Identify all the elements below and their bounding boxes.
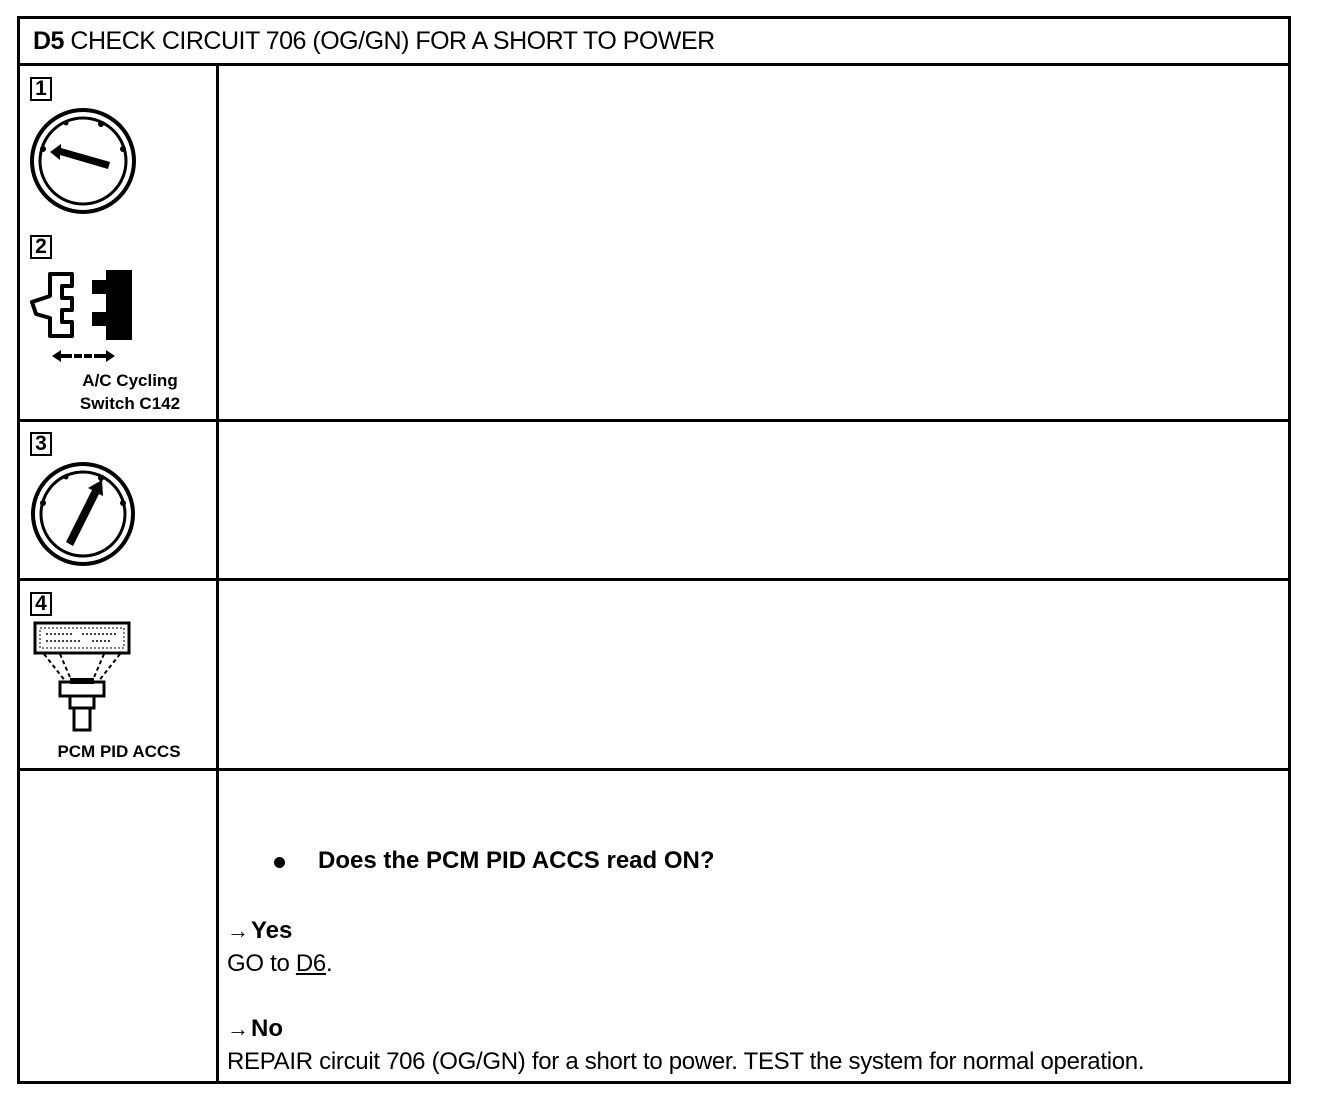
row-divider (20, 419, 1288, 422)
scan-tool-icon (32, 620, 132, 732)
step-3-number: 3 (30, 432, 52, 456)
step-2-caption (60, 369, 200, 415)
step-2-number: 2 (30, 235, 52, 259)
disconnect-connector-icon (28, 266, 138, 366)
step-4-caption: PCM PID ACCS (57, 742, 181, 761)
caption-line-1: A/C Cycling (82, 371, 178, 390)
title-text: CHECK CIRCUIT 706 (OG/GN) FOR A SHORT TO POWER (70, 27, 715, 55)
goto-d6-link[interactable]: D6 (295, 950, 326, 977)
step-1-number: 1 (30, 77, 52, 101)
column-divider (216, 65, 219, 1084)
arrow-right-icon: → (227, 1016, 249, 1041)
arrow-right-icon: → (227, 918, 249, 943)
question-text: Does the PCM PID ACCS read ON? (318, 847, 715, 874)
yes-prefix: GO to (227, 950, 296, 977)
ignition-key-on-icon (28, 460, 138, 568)
procedure-table (17, 16, 1291, 1084)
yes-text: Yes (251, 917, 293, 944)
row-divider (20, 578, 1288, 581)
ignition-key-off-icon (28, 106, 138, 216)
answer-no-label (227, 1015, 283, 1043)
row-divider (20, 63, 1288, 66)
answer-yes-text (227, 950, 332, 978)
step-id: D5 (33, 27, 64, 55)
header-title (33, 27, 715, 56)
caption-line-2: Switch C142 (79, 394, 181, 413)
question-bullet (274, 857, 285, 868)
row-divider (20, 768, 1288, 771)
no-text: No (251, 1015, 283, 1042)
yes-suffix: . (325, 950, 333, 977)
answer-no-text: REPAIR circuit 706 (OG/GN) for a short to power. TEST the system for normal operation. (227, 1048, 1145, 1075)
answer-yes-label (227, 917, 292, 945)
step-4-number: 4 (30, 592, 52, 616)
